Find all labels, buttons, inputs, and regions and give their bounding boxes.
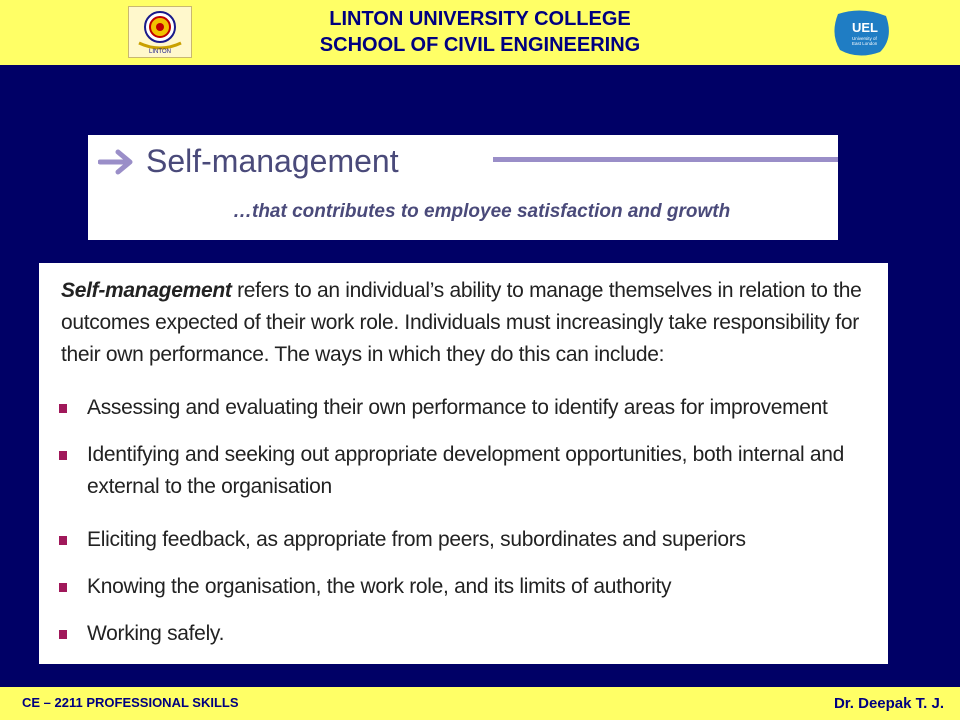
list-item-text: Eliciting feedback, as appropriate from peers, subordinates and superiors [87, 528, 746, 551]
author-name: Dr. Deepak T. J. [833, 695, 944, 712]
svg-text:LINTON: LINTON [149, 49, 171, 55]
course-code: CE – 2211 PROFESSIONAL SKILLS [22, 695, 239, 710]
svg-text:East London: East London [852, 41, 878, 46]
bullet-square-icon [59, 536, 67, 545]
list-item-text: Knowing the organisation, the work role, and its limits of authority [87, 575, 672, 598]
header-title-line2: SCHOOL OF CIVIL ENGINEERING [319, 34, 641, 56]
bullet-square-icon [59, 451, 67, 460]
section-banner [88, 135, 838, 240]
bullet-square-icon [59, 583, 67, 592]
intro-term: Self-management [61, 279, 232, 302]
svg-text:UEL: UEL [852, 20, 878, 35]
linton-logo [128, 6, 192, 58]
uel-logo [830, 8, 894, 58]
content-panel [39, 263, 888, 664]
intro-paragraph [61, 275, 881, 371]
list-item-text: Assessing and evaluating their own performance to identify areas for improvement [87, 396, 828, 419]
bullet-square-icon [59, 630, 67, 639]
arrow-right-icon [98, 147, 138, 177]
svg-text:University of: University of [852, 36, 877, 41]
header-title [200, 6, 760, 58]
banner-title: Self-management [146, 143, 399, 179]
list-item-text: Working safely. [87, 622, 225, 645]
header-bar [0, 0, 960, 65]
header-title-line1: LINTON UNIVERSITY COLLEGE [329, 8, 631, 30]
banner-subtitle: …that contributes to employee satisfaction and growth [233, 201, 731, 222]
footer-bar [0, 687, 960, 720]
banner-divider [493, 157, 838, 162]
intro-text: refers to an individual’s ability to manage themselves in relation to the outcomes expected of their work role. Individuals must increasingly take responsibility for their own performance. The ways in which they do this can include: [61, 279, 862, 366]
bullet-square-icon [59, 404, 67, 413]
list-item-text: Identifying and seeking out appropriate development opportunities, both internal and external to the organisation [87, 443, 845, 498]
